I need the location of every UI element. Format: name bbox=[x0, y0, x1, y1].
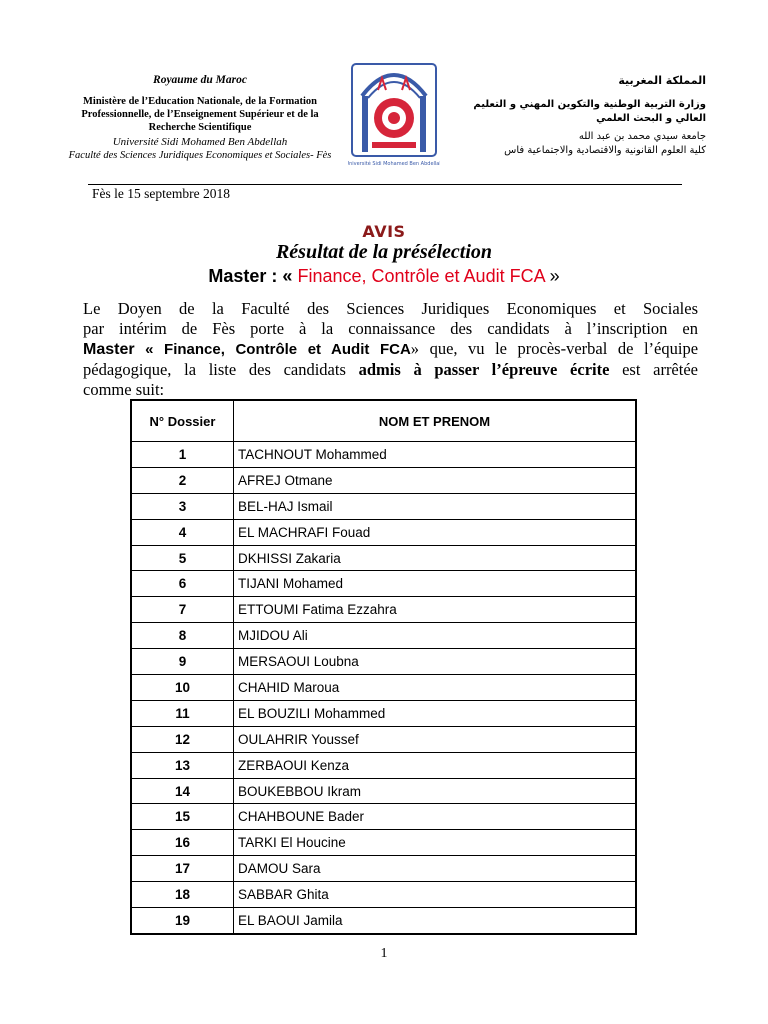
candidate-name: EL MACHRAFI Fouad bbox=[234, 519, 637, 545]
document-date: Fès le 15 septembre 2018 bbox=[92, 186, 230, 201]
table-row bbox=[131, 778, 636, 804]
dossier-number: 15 bbox=[131, 804, 234, 830]
master-name: Finance, Contrôle et Audit FCA bbox=[297, 266, 545, 286]
dossier-number: 10 bbox=[131, 675, 234, 701]
ministere-fr: Ministère de l’Education Nationale, de la Formation Professionnelle, de l’Enseignement Supérieur et de la Recherche Scientifique bbox=[81, 96, 319, 133]
table-row bbox=[131, 908, 636, 934]
dossier-number: 8 bbox=[131, 623, 234, 649]
table-row bbox=[131, 571, 636, 597]
dossier-number: 9 bbox=[131, 649, 234, 675]
table-row bbox=[131, 467, 636, 493]
header-dossier: N° Dossier bbox=[131, 400, 234, 442]
master-program-inline: « Finance, Contrôle et Audit FCA bbox=[145, 341, 411, 358]
candidate-name: SABBAR Ghita bbox=[234, 882, 637, 908]
page-number: 1 bbox=[380, 946, 388, 961]
dossier-number: 3 bbox=[131, 493, 234, 519]
dossier-number: 5 bbox=[131, 545, 234, 571]
table-row bbox=[131, 700, 636, 726]
paragraph-line-3-rest: » que, vu le procès-verbal de l’équipe bbox=[410, 339, 699, 358]
master-close: » bbox=[544, 266, 560, 286]
dossier-number: 18 bbox=[131, 882, 234, 908]
paragraph-line-5: comme suit: bbox=[83, 380, 165, 399]
dossier-number: 1 bbox=[131, 442, 234, 468]
table-row bbox=[131, 752, 636, 778]
table-header-row bbox=[131, 400, 636, 442]
table-row bbox=[131, 649, 636, 675]
candidate-name: TARKI El Houcine bbox=[234, 830, 637, 856]
header-divider bbox=[88, 184, 682, 185]
dossier-number: 19 bbox=[131, 908, 234, 934]
dossier-number: 4 bbox=[131, 519, 234, 545]
dossier-number: 17 bbox=[131, 856, 234, 882]
table-row bbox=[131, 675, 636, 701]
paragraph-line-1: Le Doyen de la Faculté des Sciences Juridiques Economiques et Sociales bbox=[83, 299, 698, 318]
candidate-name: MJIDOU Ali bbox=[234, 623, 637, 649]
dossier-number: 12 bbox=[131, 726, 234, 752]
candidate-name: CHAHID Maroua bbox=[234, 675, 637, 701]
candidate-name: EL BOUZILI Mohammed bbox=[234, 700, 637, 726]
table-row bbox=[131, 597, 636, 623]
candidate-name: EL BAOUI Jamila bbox=[234, 908, 637, 934]
master-word: Master bbox=[83, 341, 135, 358]
table-row bbox=[131, 442, 636, 468]
faculte-ar: كلية العلوم القانونية والاقتصادية والاجتماعية فاس bbox=[504, 145, 706, 156]
candidate-name: BEL-HAJ Ismail bbox=[234, 493, 637, 519]
table-row bbox=[131, 623, 636, 649]
logo-caption: Université Sidi Mohamed Ben Abdellah bbox=[348, 161, 440, 167]
paragraph-line-4 bbox=[83, 360, 698, 380]
candidate-name: ETTOUMI Fatima Ezzahra bbox=[234, 597, 637, 623]
table-row bbox=[131, 493, 636, 519]
candidate-name: CHAHBOUNE Bader bbox=[234, 804, 637, 830]
table-row bbox=[131, 856, 636, 882]
universite-fr: Université Sidi Mohamed Ben Abdellah bbox=[112, 136, 288, 148]
dossier-number: 14 bbox=[131, 778, 234, 804]
dossier-number: 11 bbox=[131, 700, 234, 726]
dossier-number: 13 bbox=[131, 752, 234, 778]
master-heading bbox=[0, 266, 768, 287]
candidates-table bbox=[130, 399, 637, 935]
paragraph-line-4-start: pédagogique, la liste des candidats bbox=[83, 360, 346, 379]
header-nom-prenom: NOM ET PRENOM bbox=[234, 400, 637, 442]
table-row bbox=[131, 545, 636, 571]
header-left bbox=[58, 74, 342, 162]
dossier-number: 16 bbox=[131, 830, 234, 856]
royaume-ar: المملكة المغربية bbox=[618, 74, 706, 87]
faculte-fr: Faculté des Sciences Juridiques Economiques et Sociales- Fès bbox=[68, 150, 332, 161]
avis-heading: AVIS bbox=[362, 222, 406, 241]
candidate-name: AFREJ Otmane bbox=[234, 467, 637, 493]
candidate-name: ZERBAOUI Kenza bbox=[234, 752, 637, 778]
royaume-fr: Royaume du Maroc bbox=[153, 74, 247, 86]
master-label: Master : « bbox=[208, 266, 293, 286]
ministere-ar: وزارة التربية الوطنية والتكوين المهني و التعليم العالي و البحث العلمي bbox=[473, 99, 706, 124]
paragraph-line-4-end: est arrêtée bbox=[622, 360, 698, 379]
dossier-number: 6 bbox=[131, 571, 234, 597]
table-row bbox=[131, 882, 636, 908]
dossier-number: 2 bbox=[131, 467, 234, 493]
table-row bbox=[131, 726, 636, 752]
admis-phrase: admis à passer l’épreuve écrite bbox=[358, 360, 610, 379]
university-emblem-icon bbox=[348, 56, 440, 174]
universite-ar: جامعة سيدي محمد بن عبد الله bbox=[578, 131, 706, 142]
candidate-name: BOUKEBBOU Ikram bbox=[234, 778, 637, 804]
paragraph-line-2: par intérim de Fès porte à la connaissance des candidats à l’inscription en bbox=[83, 319, 698, 338]
candidate-name: MERSAOUI Loubna bbox=[234, 649, 637, 675]
candidate-name: TIJANI Mohamed bbox=[234, 571, 637, 597]
paragraph-line-3 bbox=[83, 339, 698, 360]
candidate-name: OULAHRIR Youssef bbox=[234, 726, 637, 752]
candidate-name: DKHISSI Zakaria bbox=[234, 545, 637, 571]
table-row bbox=[131, 830, 636, 856]
dossier-number: 7 bbox=[131, 597, 234, 623]
table-row bbox=[131, 519, 636, 545]
university-logo bbox=[348, 56, 440, 174]
resultat-heading: Résultat de la présélection bbox=[275, 241, 493, 263]
candidate-name: TACHNOUT Mohammed bbox=[234, 442, 637, 468]
announcement-paragraph bbox=[83, 299, 698, 400]
header-right bbox=[466, 74, 706, 158]
table-row bbox=[131, 804, 636, 830]
candidate-name: DAMOU Sara bbox=[234, 856, 637, 882]
